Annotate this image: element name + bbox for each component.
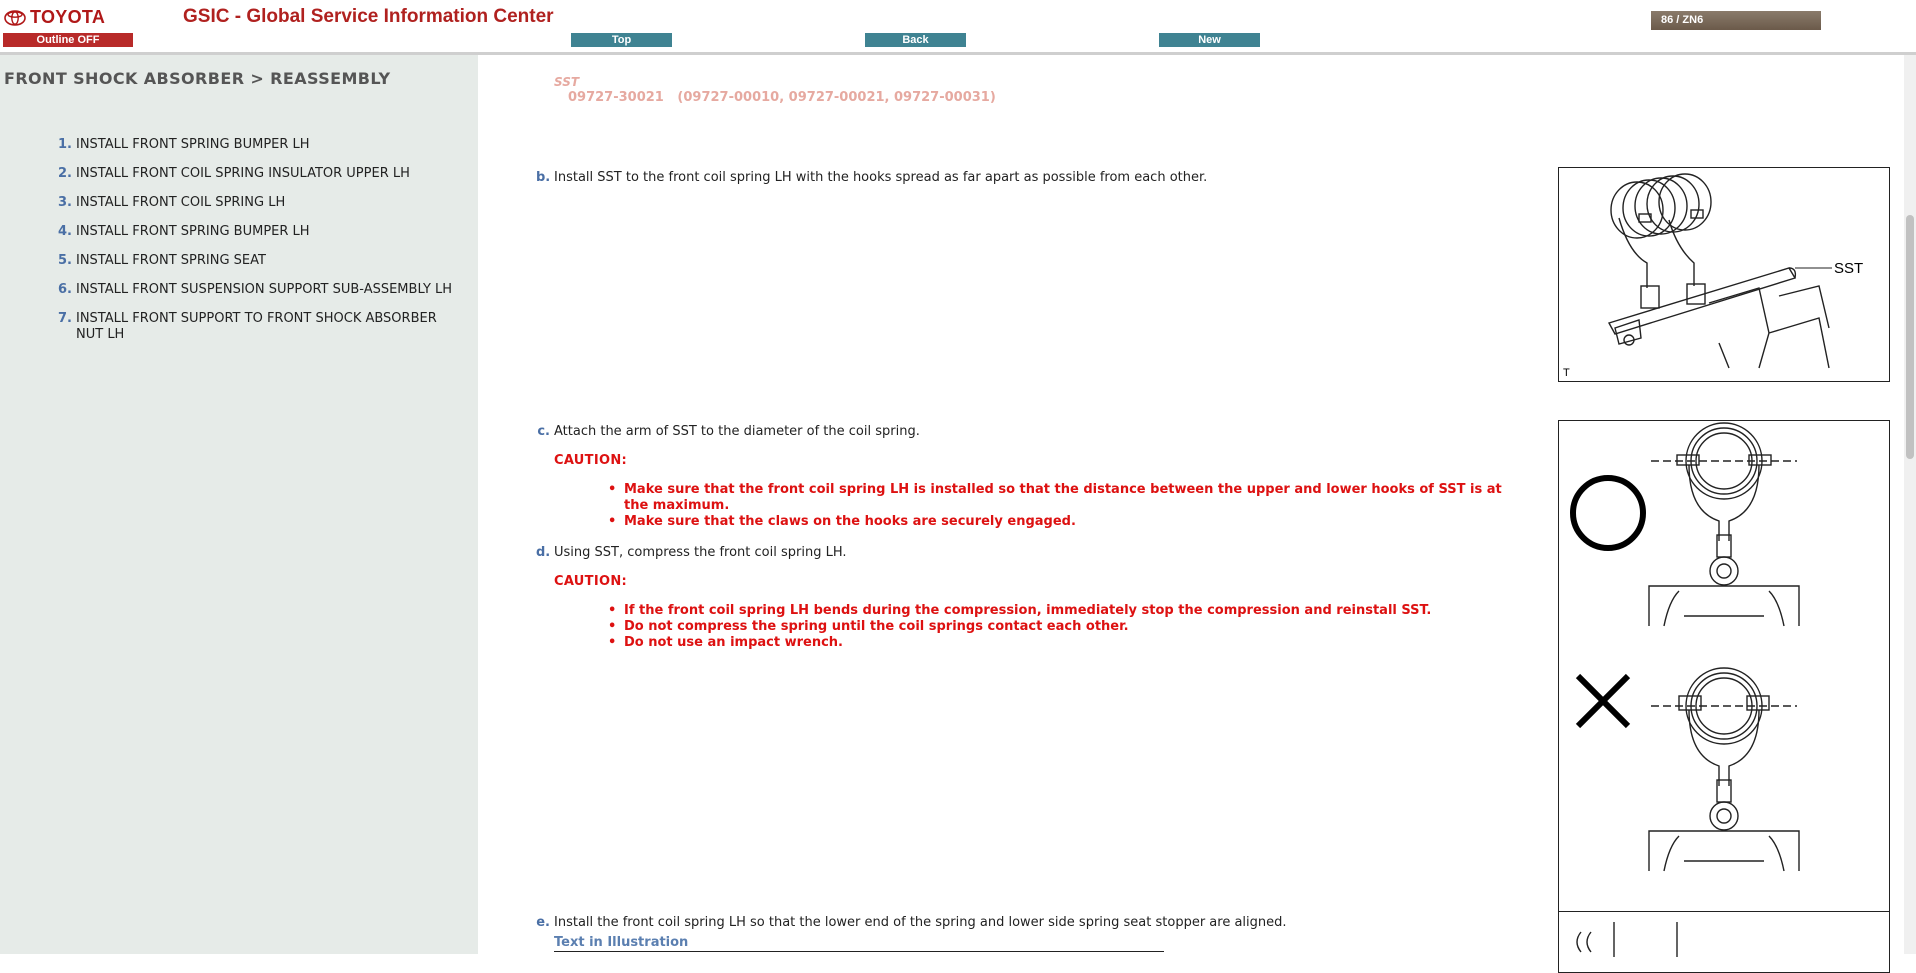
toc-item-number: 7. [58,311,72,326]
illustration-correct-incorrect [1558,420,1890,926]
toc-item[interactable] [48,224,468,240]
incorrect-x-icon [1578,676,1628,726]
caution-item: • Do not compress the spring until the coil springs contact each other. [608,619,1526,635]
toc-item-label[interactable]: INSTALL FRONT SPRING SEAT [76,253,266,268]
caution-item: • Do not use an impact wrench. [608,635,1526,651]
coil-spring-with-sst-drawing [1559,168,1889,381]
vertical-scrollbar[interactable] [1904,55,1916,954]
app-title: GSIC - Global Service Information Center [183,6,554,27]
step-letter: d. [536,545,551,560]
outline-toggle-button[interactable]: Outline OFF [3,33,133,47]
illustration-sst-install [1558,167,1890,382]
toc-item[interactable] [48,311,468,343]
caution-item: • Make sure that the claws on the hooks are securely engaged. [608,514,1526,530]
sst-callout: SST [1834,260,1864,277]
toc-list [48,137,468,356]
toc-item-label[interactable]: INSTALL FRONT COIL SPRING LH [76,195,286,210]
caution-list-d [608,603,1526,651]
toc-item-number: 3. [58,195,72,210]
caution-label: CAUTION: [554,574,627,589]
vehicle-badge: 86 / ZN6 [1651,11,1821,30]
text-in-illustration-heading: Text in Illustration [554,935,689,950]
caution-item: • Make sure that the front coil spring LH is installed so that the distance between the upper and lower hooks of SST is at the maximum. [608,482,1526,514]
toc-item[interactable] [48,195,468,211]
step-letter: b. [536,170,551,185]
toc-item-label[interactable]: INSTALL FRONT COIL SPRING INSULATOR UPPER LH [76,166,410,181]
step-text: Install SST to the front coil spring LH with the hooks spread as far apart as possible from each other. [554,170,1208,185]
toc-item-number: 4. [58,224,72,239]
correct-circle-icon [1573,478,1643,548]
toyota-emblem-icon [4,10,26,26]
main-content [478,55,1904,954]
scrollbar-thumb[interactable] [1906,215,1914,459]
toc-item[interactable] [48,253,468,269]
step-text: Attach the arm of SST to the diameter of the coil spring. [554,424,920,439]
toc-item-number: 6. [58,282,72,297]
caution-item: • If the front coil spring LH bends during the compression, immediately stop the compression and reinstall SST. [608,603,1526,619]
spring-seat-partial-drawing [1559,912,1889,972]
logo-text: TOYOTA [30,7,106,27]
step-letter: c. [537,424,550,439]
back-button[interactable]: Back [865,33,966,47]
sst-part-numbers: 09727-30021 (09727-00010, 09727-00021, 09727-00031) [568,90,996,105]
toc-item-label[interactable]: INSTALL FRONT SPRING BUMPER LH [76,137,310,152]
illustration-spring-seat-partial [1558,911,1890,973]
figure-code: T [1563,367,1570,379]
hook-orientation-drawing [1559,421,1889,925]
toc-item-number: 1. [58,137,72,152]
illustration-table-top-border [554,951,1164,955]
toc-item[interactable] [48,137,468,153]
toc-item-label[interactable]: INSTALL FRONT SUPPORT TO FRONT SHOCK ABSORBER NUT LH [76,311,437,342]
toc-item-number: 5. [58,253,72,268]
step-text: Using SST, compress the front coil spring LH. [554,545,847,560]
toc-item[interactable] [48,166,468,182]
toyota-logo [4,7,105,28]
top-button[interactable]: Top [571,33,672,47]
sidebar [0,55,478,954]
new-button[interactable]: New [1159,33,1260,47]
toc-item-number: 2. [58,166,72,181]
header-bar [0,0,1916,55]
sst-label: SST [554,75,580,89]
sidebar-title: FRONT SHOCK ABSORBER > REASSEMBLY [4,69,391,88]
step-letter: e. [536,915,550,930]
toc-item-label[interactable]: INSTALL FRONT SPRING BUMPER LH [76,224,310,239]
step-text: Install the front coil spring LH so that the lower end of the spring and lower side spring seat stopper are aligned. [554,915,1287,930]
toc-item-label[interactable]: INSTALL FRONT SUSPENSION SUPPORT SUB-ASSEMBLY LH [76,282,453,297]
toc-item[interactable] [48,282,468,298]
caution-list-c [608,482,1526,530]
caution-label: CAUTION: [554,453,627,468]
